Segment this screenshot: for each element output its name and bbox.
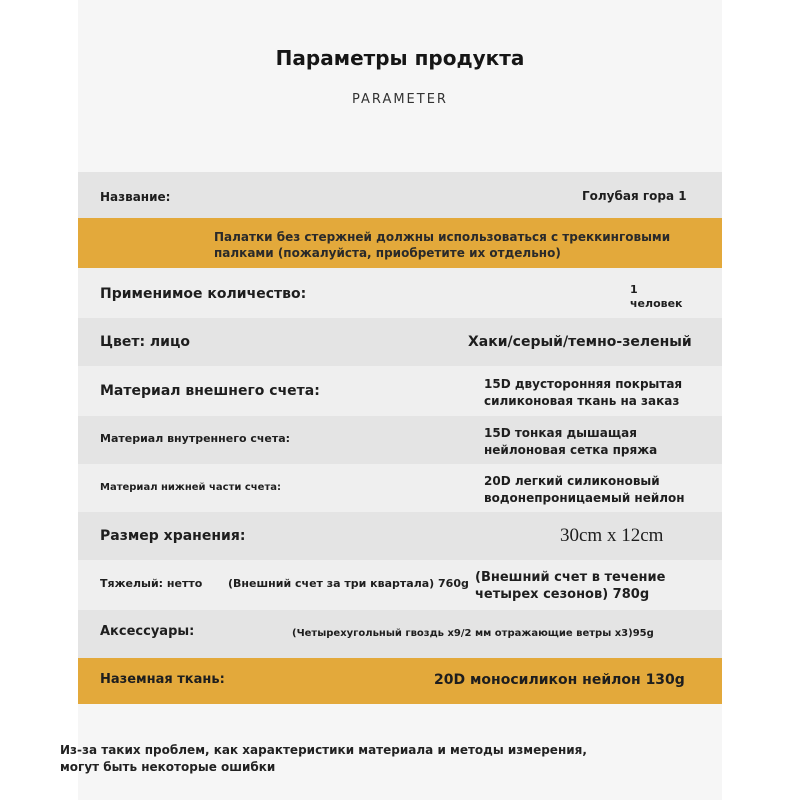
row-outer-material	[78, 366, 722, 416]
row-bottom-material	[78, 464, 722, 512]
row-weight	[78, 560, 722, 610]
row-label: Применимое количество:	[100, 286, 307, 302]
row-value: Голубая гора 1	[582, 189, 687, 203]
disclaimer-line: могут быть некоторые ошибки	[60, 759, 276, 774]
row-accessories	[78, 610, 722, 658]
row-notice	[78, 218, 722, 268]
row-value-line: водонепроницаемый нейлон	[484, 491, 685, 505]
row-value: 20D моносиликон нейлон 130g	[434, 672, 685, 688]
row-value-line: 20D легкий силиконовый	[484, 474, 660, 488]
row-value: (Четырехугольный гвоздь x9/2 мм отражающие ветры x3)95g	[292, 628, 654, 639]
row-label: Материал внешнего счета:	[100, 383, 320, 399]
row-value: Хаки/серый/темно-зеленый	[468, 334, 692, 350]
row-name	[78, 172, 722, 218]
row-value-number: 1	[630, 283, 638, 296]
row-label: Материал внутреннего счета:	[100, 432, 291, 445]
weight-four-season-line: (Внешний счет в течение	[475, 570, 666, 585]
row-storage-size	[78, 512, 722, 560]
row-value-unit: человек	[630, 297, 683, 310]
row-label: Цвет: лицо	[100, 334, 190, 350]
notice-line: Палатки без стержней должны использоваться с треккинговыми	[214, 230, 671, 244]
row-inner-material	[78, 416, 722, 464]
weight-four-season-line: четырех сезонов) 780g	[475, 587, 650, 602]
row-value-line: силиконовая ткань на заказ	[484, 394, 680, 408]
row-ground-cloth	[78, 658, 722, 704]
row-label: Аксессуары:	[100, 624, 195, 639]
page-subtitle: PARAMETER	[352, 92, 448, 107]
row-label: Наземная ткань:	[100, 672, 225, 687]
row-label: Размер хранения:	[100, 528, 246, 544]
row-value-line: нейлоновая сетка пряжа	[484, 443, 658, 457]
weight-three-season: (Внешний счет за три квартала) 760g	[228, 577, 469, 590]
footer-disclaimer	[60, 742, 620, 776]
row-value: 30cm x 12cm	[560, 525, 664, 546]
row-label: Название:	[100, 190, 171, 204]
parameter-sheet	[78, 0, 722, 800]
row-value-line: 15D двусторонняя покрытая	[484, 377, 683, 391]
disclaimer-line: Из-за таких проблем, как характеристики материала и методы измерения,	[60, 743, 587, 757]
row-color	[78, 318, 722, 366]
row-label: Материал нижней части счета:	[100, 482, 281, 493]
row-value-line: 15D тонкая дышащая	[484, 426, 637, 440]
row-capacity	[78, 268, 722, 318]
row-label: Тяжелый: нетто	[100, 577, 203, 590]
page-title: Параметры продукта	[275, 46, 525, 70]
notice-line: палками (пожалуйста, приобретите их отдельно)	[214, 246, 561, 260]
